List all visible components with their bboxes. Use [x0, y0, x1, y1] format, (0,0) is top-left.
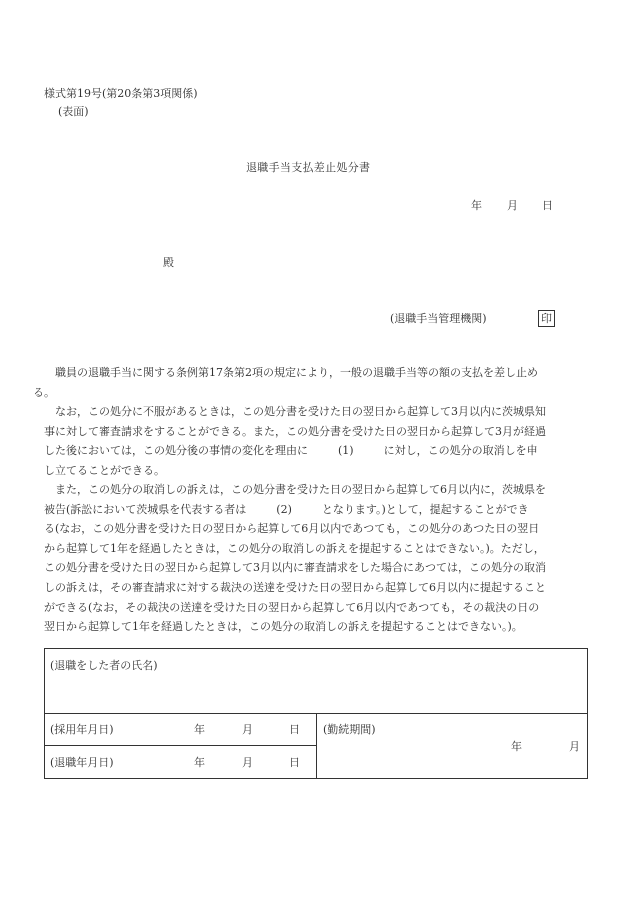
paragraph-3-line-7: ができる(なお，その裁決の送達を受けた日の翌日から起算して6月以内であつても，その裁決の日の	[44, 600, 540, 614]
retiree-info-table	[44, 648, 588, 779]
seal-stamp: 印	[538, 310, 555, 327]
blank-2-label: (2)	[276, 502, 292, 516]
paragraph-1	[33, 363, 590, 402]
document-title: 退職手当支払差止処分書	[246, 161, 371, 174]
retire-day: 日	[289, 756, 300, 769]
addressee-honorific: 殿	[163, 256, 174, 269]
issuer-label: (退職手当管理機関)	[390, 312, 487, 325]
date-month: 月	[507, 199, 518, 212]
paragraph-3-line-5: この処分書を受けた日の翌日から起算して3月以内に審査請求をした場合にあつては，この処分の取消	[44, 561, 546, 575]
table-divider	[45, 745, 316, 746]
hire-day: 日	[289, 723, 300, 736]
paragraph-2-line-3	[44, 441, 590, 461]
date-year: 年	[471, 199, 482, 212]
date-day: 日	[542, 199, 553, 212]
paragraph-2-line-4: し立てることができる。	[44, 463, 165, 477]
paragraph-3-line-8: 翌日から起算して1年を経過したときは，この処分の取消しの訴えを提起することはできない。)。	[44, 620, 523, 634]
paragraph-3-line-1: また，この処分の取消しの訴えは，この処分書を受けた日の翌日から起算して6月以内に，茨城県を	[55, 483, 546, 496]
hire-month: 月	[242, 723, 253, 736]
paragraph-3-line-6: しの訴えは，その審査請求に対する裁決の送達を受けた日の翌日から起算して6月以内に提起すること	[44, 580, 546, 594]
paragraph-2-line-3-text: した後においては，この処分後の事情の変化を理由に	[44, 444, 308, 458]
paragraph-3-line-2	[44, 500, 590, 520]
paragraph-3-line-2-text: 被告(訴訟において茨城県を代表する者は	[44, 502, 247, 516]
service-period-label: (勤続期間)	[323, 723, 376, 736]
retire-year: 年	[194, 756, 205, 769]
paragraph-2-line-2: 事に対して審査請求をすることができる。また，この処分書を受けた日の翌日から起算して3月が経過	[44, 424, 546, 438]
retire-month: 月	[242, 756, 253, 769]
service-months: 月	[569, 740, 580, 753]
form-number: 様式第19号(第20条第3項関係)	[44, 87, 198, 100]
paragraph-2-line-1: なお，この処分に不服があるときは，この処分書を受けた日の翌日から起算して3月以内に茨城県知	[55, 405, 546, 418]
paragraph-3-line-4: から起算して1年を経過したときは，この処分の取消しの訴えを提起することはできない。)。ただし，	[44, 541, 545, 555]
paragraph-2-line-3-tail: に対し，この処分の取消しを申	[383, 444, 538, 458]
blank-1-label: (1)	[338, 444, 354, 458]
hire-date-label: (採用年月日)	[50, 723, 114, 736]
service-years: 年	[511, 740, 522, 753]
paragraph-3	[44, 480, 590, 637]
paragraph-3-line-2-tail: となります。)として，提起することができ	[321, 502, 529, 516]
paragraph-2	[44, 402, 590, 480]
form-side-label: (表面)	[58, 105, 89, 118]
paragraph-1-line-2: る。	[33, 385, 55, 399]
retire-date-label: (退職年月日)	[50, 756, 114, 769]
paragraph-3-line-3: る(なお，この処分書を受けた日の翌日から起算して6月以内であつても，この処分のあつた日の翌日	[44, 522, 540, 536]
hire-year: 年	[194, 723, 205, 736]
paragraph-1-line-1: 職員の退職手当に関する条例第17条第2項の規定により，一般の退職手当等の額の支払を差し止め	[55, 366, 538, 379]
retiree-name-label: (退職をした者の氏名)	[50, 659, 158, 672]
table-divider	[316, 713, 317, 778]
